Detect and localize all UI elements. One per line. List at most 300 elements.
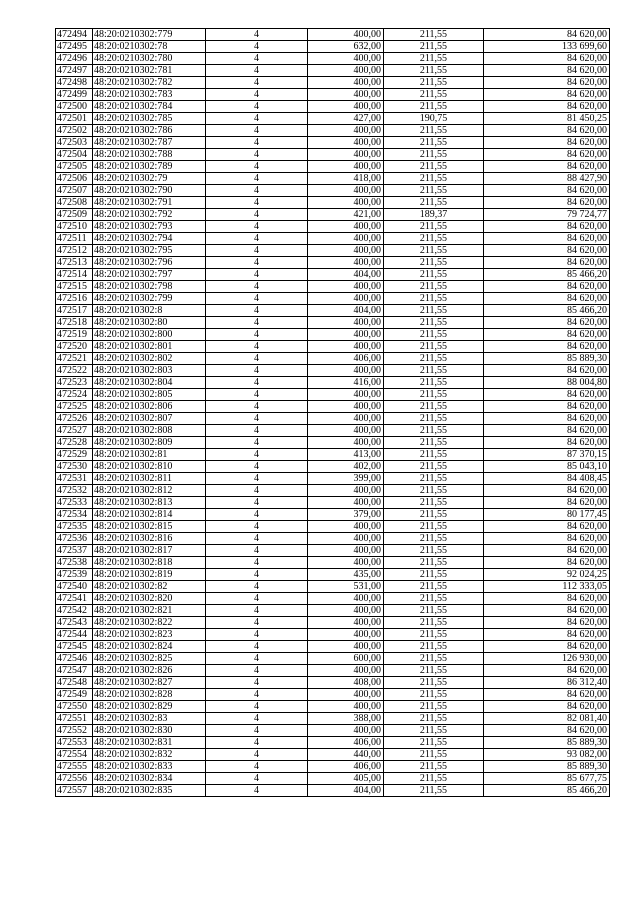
table-row bbox=[56, 413, 610, 425]
group-cell: 4 bbox=[206, 317, 308, 329]
row-number-cell: 472507 bbox=[56, 185, 93, 197]
cadastral-value-table bbox=[55, 28, 610, 797]
cadastral-value-cell: 84 620,00 bbox=[484, 281, 610, 293]
group-cell: 4 bbox=[206, 725, 308, 737]
specific-value-cell: 211,55 bbox=[384, 641, 484, 653]
area-cell: 400,00 bbox=[308, 53, 384, 65]
table-row bbox=[56, 461, 610, 473]
area-cell: 440,00 bbox=[308, 749, 384, 761]
cadastral-number-cell: 48:20:0210302:797 bbox=[93, 269, 206, 281]
table-row bbox=[56, 569, 610, 581]
group-cell: 4 bbox=[206, 761, 308, 773]
row-number-cell: 472499 bbox=[56, 89, 93, 101]
row-number-cell: 472556 bbox=[56, 773, 93, 785]
table-row bbox=[56, 449, 610, 461]
specific-value-cell: 211,55 bbox=[384, 725, 484, 737]
area-cell: 404,00 bbox=[308, 305, 384, 317]
table-row bbox=[56, 761, 610, 773]
group-cell: 4 bbox=[206, 713, 308, 725]
cadastral-number-cell: 48:20:0210302:819 bbox=[93, 569, 206, 581]
area-cell: 400,00 bbox=[308, 317, 384, 329]
table-row bbox=[56, 749, 610, 761]
cadastral-value-cell: 84 620,00 bbox=[484, 593, 610, 605]
specific-value-cell: 211,55 bbox=[384, 545, 484, 557]
cadastral-number-cell: 48:20:0210302:805 bbox=[93, 389, 206, 401]
area-cell: 400,00 bbox=[308, 221, 384, 233]
area-cell: 400,00 bbox=[308, 485, 384, 497]
cadastral-number-cell: 48:20:0210302:793 bbox=[93, 221, 206, 233]
row-number-cell: 472539 bbox=[56, 569, 93, 581]
row-number-cell: 472540 bbox=[56, 581, 93, 593]
area-cell: 404,00 bbox=[308, 785, 384, 797]
area-cell: 400,00 bbox=[308, 341, 384, 353]
specific-value-cell: 211,55 bbox=[384, 449, 484, 461]
cadastral-number-cell: 48:20:0210302:801 bbox=[93, 341, 206, 353]
area-cell: 400,00 bbox=[308, 125, 384, 137]
table-row bbox=[56, 161, 610, 173]
cadastral-number-cell: 48:20:0210302:825 bbox=[93, 653, 206, 665]
group-cell: 4 bbox=[206, 401, 308, 413]
row-number-cell: 472530 bbox=[56, 461, 93, 473]
group-cell: 4 bbox=[206, 461, 308, 473]
group-cell: 4 bbox=[206, 329, 308, 341]
table-row bbox=[56, 257, 610, 269]
group-cell: 4 bbox=[206, 653, 308, 665]
group-cell: 4 bbox=[206, 449, 308, 461]
cadastral-value-cell: 82 081,40 bbox=[484, 713, 610, 725]
specific-value-cell: 211,55 bbox=[384, 281, 484, 293]
cadastral-value-cell: 84 620,00 bbox=[484, 53, 610, 65]
table-row bbox=[56, 65, 610, 77]
row-number-cell: 472515 bbox=[56, 281, 93, 293]
area-cell: 400,00 bbox=[308, 665, 384, 677]
cadastral-value-cell: 84 620,00 bbox=[484, 689, 610, 701]
cadastral-number-cell: 48:20:0210302:835 bbox=[93, 785, 206, 797]
row-number-cell: 472531 bbox=[56, 473, 93, 485]
table-row bbox=[56, 509, 610, 521]
row-number-cell: 472551 bbox=[56, 713, 93, 725]
specific-value-cell: 211,55 bbox=[384, 713, 484, 725]
cadastral-number-cell: 48:20:0210302:82 bbox=[93, 581, 206, 593]
cadastral-value-cell: 84 620,00 bbox=[484, 221, 610, 233]
group-cell: 4 bbox=[206, 701, 308, 713]
group-cell: 4 bbox=[206, 497, 308, 509]
table-row bbox=[56, 725, 610, 737]
area-cell: 400,00 bbox=[308, 257, 384, 269]
table-row bbox=[56, 713, 610, 725]
area-cell: 400,00 bbox=[308, 65, 384, 77]
table-row bbox=[56, 113, 610, 125]
table-row bbox=[56, 365, 610, 377]
row-number-cell: 472541 bbox=[56, 593, 93, 605]
specific-value-cell: 211,55 bbox=[384, 233, 484, 245]
area-cell: 400,00 bbox=[308, 365, 384, 377]
row-number-cell: 472553 bbox=[56, 737, 93, 749]
table-row bbox=[56, 689, 610, 701]
cadastral-number-cell: 48:20:0210302:832 bbox=[93, 749, 206, 761]
cadastral-number-cell: 48:20:0210302:786 bbox=[93, 125, 206, 137]
row-number-cell: 472538 bbox=[56, 557, 93, 569]
specific-value-cell: 211,55 bbox=[384, 677, 484, 689]
cadastral-value-cell: 84 620,00 bbox=[484, 485, 610, 497]
table-row bbox=[56, 281, 610, 293]
group-cell: 4 bbox=[206, 425, 308, 437]
specific-value-cell: 211,55 bbox=[384, 89, 484, 101]
group-cell: 4 bbox=[206, 101, 308, 113]
area-cell: 400,00 bbox=[308, 89, 384, 101]
table-row bbox=[56, 653, 610, 665]
group-cell: 4 bbox=[206, 185, 308, 197]
specific-value-cell: 211,55 bbox=[384, 125, 484, 137]
group-cell: 4 bbox=[206, 365, 308, 377]
cadastral-value-cell: 133 699,60 bbox=[484, 41, 610, 53]
cadastral-number-cell: 48:20:0210302:790 bbox=[93, 185, 206, 197]
cadastral-number-cell: 48:20:0210302:807 bbox=[93, 413, 206, 425]
cadastral-number-cell: 48:20:0210302:80 bbox=[93, 317, 206, 329]
row-number-cell: 472543 bbox=[56, 617, 93, 629]
cadastral-number-cell: 48:20:0210302:814 bbox=[93, 509, 206, 521]
table-row bbox=[56, 53, 610, 65]
cadastral-number-cell: 48:20:0210302:813 bbox=[93, 497, 206, 509]
specific-value-cell: 211,55 bbox=[384, 353, 484, 365]
group-cell: 4 bbox=[206, 257, 308, 269]
table-row bbox=[56, 233, 610, 245]
group-cell: 4 bbox=[206, 617, 308, 629]
cadastral-value-cell: 84 620,00 bbox=[484, 161, 610, 173]
cadastral-value-cell: 84 620,00 bbox=[484, 437, 610, 449]
cadastral-value-cell: 84 620,00 bbox=[484, 497, 610, 509]
table-row bbox=[56, 437, 610, 449]
row-number-cell: 472545 bbox=[56, 641, 93, 653]
cadastral-value-cell: 84 620,00 bbox=[484, 701, 610, 713]
cadastral-number-cell: 48:20:0210302:811 bbox=[93, 473, 206, 485]
cadastral-number-cell: 48:20:0210302:780 bbox=[93, 53, 206, 65]
row-number-cell: 472497 bbox=[56, 65, 93, 77]
cadastral-number-cell: 48:20:0210302:787 bbox=[93, 137, 206, 149]
row-number-cell: 472506 bbox=[56, 173, 93, 185]
group-cell: 4 bbox=[206, 209, 308, 221]
row-number-cell: 472520 bbox=[56, 341, 93, 353]
area-cell: 400,00 bbox=[308, 545, 384, 557]
cadastral-value-cell: 92 024,25 bbox=[484, 569, 610, 581]
group-cell: 4 bbox=[206, 65, 308, 77]
cadastral-number-cell: 48:20:0210302:789 bbox=[93, 161, 206, 173]
cadastral-value-cell: 84 620,00 bbox=[484, 293, 610, 305]
specific-value-cell: 211,55 bbox=[384, 605, 484, 617]
row-number-cell: 472527 bbox=[56, 425, 93, 437]
cadastral-number-cell: 48:20:0210302:784 bbox=[93, 101, 206, 113]
group-cell: 4 bbox=[206, 245, 308, 257]
area-cell: 400,00 bbox=[308, 521, 384, 533]
cadastral-number-cell: 48:20:0210302:828 bbox=[93, 689, 206, 701]
area-cell: 400,00 bbox=[308, 533, 384, 545]
table-row bbox=[56, 485, 610, 497]
cadastral-value-cell: 84 620,00 bbox=[484, 197, 610, 209]
cadastral-number-cell: 48:20:0210302:781 bbox=[93, 65, 206, 77]
area-cell: 421,00 bbox=[308, 209, 384, 221]
group-cell: 4 bbox=[206, 77, 308, 89]
cadastral-number-cell: 48:20:0210302:820 bbox=[93, 593, 206, 605]
cadastral-number-cell: 48:20:0210302:78 bbox=[93, 41, 206, 53]
specific-value-cell: 211,55 bbox=[384, 593, 484, 605]
table-row bbox=[56, 329, 610, 341]
cadastral-value-cell: 84 620,00 bbox=[484, 101, 610, 113]
row-number-cell: 472509 bbox=[56, 209, 93, 221]
row-number-cell: 472548 bbox=[56, 677, 93, 689]
cadastral-value-cell: 84 620,00 bbox=[484, 725, 610, 737]
table-row bbox=[56, 497, 610, 509]
row-number-cell: 472535 bbox=[56, 521, 93, 533]
table-row bbox=[56, 137, 610, 149]
area-cell: 400,00 bbox=[308, 197, 384, 209]
area-cell: 400,00 bbox=[308, 77, 384, 89]
cadastral-number-cell: 48:20:0210302:824 bbox=[93, 641, 206, 653]
cadastral-value-cell: 93 082,00 bbox=[484, 749, 610, 761]
group-cell: 4 bbox=[206, 89, 308, 101]
table-row bbox=[56, 581, 610, 593]
area-cell: 388,00 bbox=[308, 713, 384, 725]
cadastral-number-cell: 48:20:0210302:818 bbox=[93, 557, 206, 569]
area-cell: 400,00 bbox=[308, 137, 384, 149]
specific-value-cell: 211,55 bbox=[384, 173, 484, 185]
table-row bbox=[56, 629, 610, 641]
area-cell: 400,00 bbox=[308, 245, 384, 257]
table-row bbox=[56, 41, 610, 53]
group-cell: 4 bbox=[206, 473, 308, 485]
cadastral-value-cell: 84 620,00 bbox=[484, 401, 610, 413]
row-number-cell: 472496 bbox=[56, 53, 93, 65]
cadastral-number-cell: 48:20:0210302:802 bbox=[93, 353, 206, 365]
table-row bbox=[56, 29, 610, 41]
group-cell: 4 bbox=[206, 533, 308, 545]
cadastral-value-cell: 84 620,00 bbox=[484, 521, 610, 533]
area-cell: 413,00 bbox=[308, 449, 384, 461]
table-row bbox=[56, 773, 610, 785]
specific-value-cell: 211,55 bbox=[384, 269, 484, 281]
row-number-cell: 472514 bbox=[56, 269, 93, 281]
row-number-cell: 472500 bbox=[56, 101, 93, 113]
specific-value-cell: 211,55 bbox=[384, 101, 484, 113]
cadastral-value-cell: 84 620,00 bbox=[484, 641, 610, 653]
row-number-cell: 472549 bbox=[56, 689, 93, 701]
group-cell: 4 bbox=[206, 677, 308, 689]
specific-value-cell: 211,55 bbox=[384, 689, 484, 701]
area-cell: 400,00 bbox=[308, 329, 384, 341]
row-number-cell: 472495 bbox=[56, 41, 93, 53]
specific-value-cell: 211,55 bbox=[384, 761, 484, 773]
specific-value-cell: 211,55 bbox=[384, 365, 484, 377]
group-cell: 4 bbox=[206, 581, 308, 593]
specific-value-cell: 211,55 bbox=[384, 737, 484, 749]
row-number-cell: 472555 bbox=[56, 761, 93, 773]
group-cell: 4 bbox=[206, 629, 308, 641]
cadastral-number-cell: 48:20:0210302:810 bbox=[93, 461, 206, 473]
area-cell: 400,00 bbox=[308, 425, 384, 437]
specific-value-cell: 211,55 bbox=[384, 629, 484, 641]
cadastral-number-cell: 48:20:0210302:816 bbox=[93, 533, 206, 545]
specific-value-cell: 211,55 bbox=[384, 293, 484, 305]
area-cell: 400,00 bbox=[308, 401, 384, 413]
specific-value-cell: 189,37 bbox=[384, 209, 484, 221]
row-number-cell: 472512 bbox=[56, 245, 93, 257]
table-row bbox=[56, 305, 610, 317]
row-number-cell: 472557 bbox=[56, 785, 93, 797]
row-number-cell: 472513 bbox=[56, 257, 93, 269]
group-cell: 4 bbox=[206, 113, 308, 125]
specific-value-cell: 211,55 bbox=[384, 437, 484, 449]
cadastral-value-cell: 85 466,20 bbox=[484, 785, 610, 797]
cadastral-value-cell: 87 370,15 bbox=[484, 449, 610, 461]
cadastral-value-cell: 84 620,00 bbox=[484, 29, 610, 41]
area-cell: 404,00 bbox=[308, 269, 384, 281]
specific-value-cell: 211,55 bbox=[384, 185, 484, 197]
table-row bbox=[56, 557, 610, 569]
cadastral-value-cell: 84 620,00 bbox=[484, 545, 610, 557]
cadastral-number-cell: 48:20:0210302:795 bbox=[93, 245, 206, 257]
specific-value-cell: 190,75 bbox=[384, 113, 484, 125]
area-cell: 418,00 bbox=[308, 173, 384, 185]
cadastral-number-cell: 48:20:0210302:806 bbox=[93, 401, 206, 413]
cadastral-number-cell: 48:20:0210302:796 bbox=[93, 257, 206, 269]
group-cell: 4 bbox=[206, 737, 308, 749]
table-row bbox=[56, 341, 610, 353]
table-body bbox=[56, 29, 610, 797]
cadastral-number-cell: 48:20:0210302:808 bbox=[93, 425, 206, 437]
cadastral-value-cell: 85 466,20 bbox=[484, 305, 610, 317]
area-cell: 400,00 bbox=[308, 701, 384, 713]
specific-value-cell: 211,55 bbox=[384, 749, 484, 761]
table-row bbox=[56, 785, 610, 797]
row-number-cell: 472517 bbox=[56, 305, 93, 317]
table-row bbox=[56, 173, 610, 185]
row-number-cell: 472552 bbox=[56, 725, 93, 737]
cadastral-value-cell: 84 620,00 bbox=[484, 89, 610, 101]
table-row bbox=[56, 149, 610, 161]
cadastral-number-cell: 48:20:0210302:817 bbox=[93, 545, 206, 557]
cadastral-value-cell: 84 620,00 bbox=[484, 665, 610, 677]
table-row bbox=[56, 593, 610, 605]
row-number-cell: 472511 bbox=[56, 233, 93, 245]
specific-value-cell: 211,55 bbox=[384, 161, 484, 173]
area-cell: 406,00 bbox=[308, 761, 384, 773]
row-number-cell: 472502 bbox=[56, 125, 93, 137]
table-row bbox=[56, 737, 610, 749]
group-cell: 4 bbox=[206, 173, 308, 185]
group-cell: 4 bbox=[206, 29, 308, 41]
specific-value-cell: 211,55 bbox=[384, 521, 484, 533]
row-number-cell: 472518 bbox=[56, 317, 93, 329]
specific-value-cell: 211,55 bbox=[384, 485, 484, 497]
row-number-cell: 472523 bbox=[56, 377, 93, 389]
area-cell: 400,00 bbox=[308, 629, 384, 641]
group-cell: 4 bbox=[206, 509, 308, 521]
group-cell: 4 bbox=[206, 545, 308, 557]
cadastral-value-cell: 86 312,40 bbox=[484, 677, 610, 689]
specific-value-cell: 211,55 bbox=[384, 329, 484, 341]
group-cell: 4 bbox=[206, 605, 308, 617]
cadastral-number-cell: 48:20:0210302:822 bbox=[93, 617, 206, 629]
area-cell: 406,00 bbox=[308, 353, 384, 365]
specific-value-cell: 211,55 bbox=[384, 653, 484, 665]
table-row bbox=[56, 77, 610, 89]
cadastral-value-cell: 84 620,00 bbox=[484, 329, 610, 341]
row-number-cell: 472505 bbox=[56, 161, 93, 173]
specific-value-cell: 211,55 bbox=[384, 29, 484, 41]
row-number-cell: 472522 bbox=[56, 365, 93, 377]
table-row bbox=[56, 197, 610, 209]
cadastral-value-cell: 85 043,10 bbox=[484, 461, 610, 473]
area-cell: 400,00 bbox=[308, 29, 384, 41]
area-cell: 400,00 bbox=[308, 593, 384, 605]
group-cell: 4 bbox=[206, 749, 308, 761]
table-row bbox=[56, 473, 610, 485]
cadastral-number-cell: 48:20:0210302:809 bbox=[93, 437, 206, 449]
table-row bbox=[56, 89, 610, 101]
area-cell: 400,00 bbox=[308, 185, 384, 197]
row-number-cell: 472544 bbox=[56, 629, 93, 641]
cadastral-value-cell: 84 408,45 bbox=[484, 473, 610, 485]
area-cell: 400,00 bbox=[308, 293, 384, 305]
cadastral-value-cell: 85 466,20 bbox=[484, 269, 610, 281]
cadastral-number-cell: 48:20:0210302:830 bbox=[93, 725, 206, 737]
specific-value-cell: 211,55 bbox=[384, 581, 484, 593]
cadastral-value-cell: 84 620,00 bbox=[484, 365, 610, 377]
cadastral-number-cell: 48:20:0210302:823 bbox=[93, 629, 206, 641]
cadastral-number-cell: 48:20:0210302:782 bbox=[93, 77, 206, 89]
group-cell: 4 bbox=[206, 377, 308, 389]
specific-value-cell: 211,55 bbox=[384, 557, 484, 569]
table-row bbox=[56, 425, 610, 437]
group-cell: 4 bbox=[206, 293, 308, 305]
cadastral-number-cell: 48:20:0210302:833 bbox=[93, 761, 206, 773]
area-cell: 405,00 bbox=[308, 773, 384, 785]
table-row bbox=[56, 665, 610, 677]
group-cell: 4 bbox=[206, 557, 308, 569]
group-cell: 4 bbox=[206, 389, 308, 401]
group-cell: 4 bbox=[206, 521, 308, 533]
cadastral-value-cell: 84 620,00 bbox=[484, 137, 610, 149]
specific-value-cell: 211,55 bbox=[384, 41, 484, 53]
area-cell: 400,00 bbox=[308, 233, 384, 245]
cadastral-number-cell: 48:20:0210302:829 bbox=[93, 701, 206, 713]
cadastral-value-cell: 84 620,00 bbox=[484, 605, 610, 617]
cadastral-value-cell: 84 620,00 bbox=[484, 389, 610, 401]
group-cell: 4 bbox=[206, 281, 308, 293]
cadastral-value-cell: 84 620,00 bbox=[484, 425, 610, 437]
specific-value-cell: 211,55 bbox=[384, 137, 484, 149]
cadastral-number-cell: 48:20:0210302:800 bbox=[93, 329, 206, 341]
specific-value-cell: 211,55 bbox=[384, 53, 484, 65]
row-number-cell: 472525 bbox=[56, 401, 93, 413]
area-cell: 408,00 bbox=[308, 677, 384, 689]
specific-value-cell: 211,55 bbox=[384, 197, 484, 209]
table-row bbox=[56, 353, 610, 365]
area-cell: 416,00 bbox=[308, 377, 384, 389]
specific-value-cell: 211,55 bbox=[384, 77, 484, 89]
cadastral-value-cell: 84 620,00 bbox=[484, 617, 610, 629]
group-cell: 4 bbox=[206, 641, 308, 653]
table-row bbox=[56, 617, 610, 629]
cadastral-value-cell: 79 724,77 bbox=[484, 209, 610, 221]
group-cell: 4 bbox=[206, 137, 308, 149]
area-cell: 400,00 bbox=[308, 389, 384, 401]
cadastral-number-cell: 48:20:0210302:779 bbox=[93, 29, 206, 41]
cadastral-number-cell: 48:20:0210302:791 bbox=[93, 197, 206, 209]
specific-value-cell: 211,55 bbox=[384, 245, 484, 257]
table-row bbox=[56, 377, 610, 389]
cadastral-number-cell: 48:20:0210302:799 bbox=[93, 293, 206, 305]
row-number-cell: 472524 bbox=[56, 389, 93, 401]
